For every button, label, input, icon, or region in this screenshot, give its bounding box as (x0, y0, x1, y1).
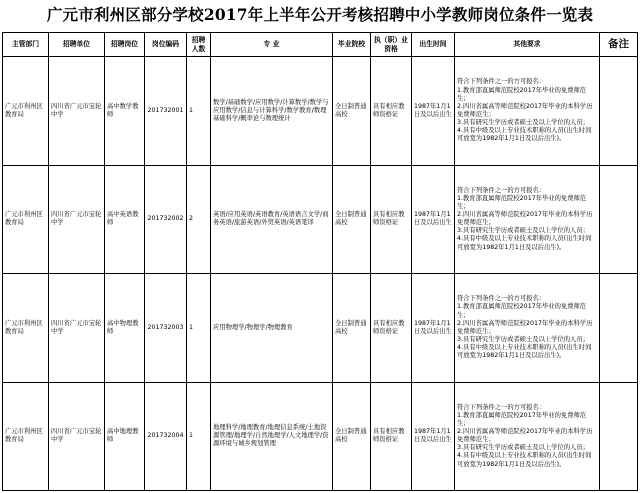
header-qualification: 执（职）业资格 (371, 33, 412, 57)
header-count: 招聘人数 (187, 33, 211, 57)
cell-major: 地理科学/地理教育/地理信息系统/土地资源管理/地理学/自然地理学/人文地理学/资源环境与城乡规划管理 (211, 382, 333, 491)
cell-code: 201732004 (145, 382, 187, 491)
table-row (3, 165, 638, 273)
requirement-line: 符合下列条件之一的方可报名： (457, 78, 546, 86)
header-birth: 出生时间 (412, 33, 455, 57)
requirement-line: 3.具有研究生学历或者硕士及以上学位的人员； (457, 444, 589, 452)
cell-requirements (455, 382, 600, 491)
cell-count: 1 (187, 382, 211, 491)
cell-qualification: 具有相应教师资格证 (371, 382, 412, 491)
header-unit: 招聘单位 (49, 33, 105, 57)
cell-unit: 四川省广元市宝轮中学 (49, 274, 105, 382)
cell-post: 高中物理教师 (105, 274, 145, 382)
requirement-line: 2.四川省属高等师范院校2017年毕业的本科学历免费师范生； (457, 428, 593, 444)
cell-remark (600, 382, 638, 491)
requirement-line: 符合下列条件之一的方可报名： (457, 186, 546, 194)
cell-remark (600, 274, 638, 382)
table-row (3, 57, 638, 165)
cell-requirements (455, 57, 600, 165)
cell-post: 高中数学教师 (105, 57, 145, 165)
cell-unit: 四川省广元市宝轮中学 (49, 57, 105, 165)
cell-code: 201732001 (145, 57, 187, 165)
cell-birth: 1987年1月1日及以后出生 (412, 274, 455, 382)
requirement-line: 3.具有研究生学历或者硕士及以上学位的人员； (457, 335, 589, 343)
recruitment-table (2, 32, 638, 491)
header-post: 招聘岗位 (105, 33, 145, 57)
header-school: 毕业院校 (333, 33, 371, 57)
table-header-row (3, 33, 638, 57)
table-row (3, 382, 638, 491)
requirement-line: 2.四川省属高等师范院校2017年毕业的本科学历免费师范生； (457, 211, 593, 227)
cell-birth: 1987年1月1日及以后出生 (412, 57, 455, 165)
cell-post: 高中地理教师 (105, 382, 145, 491)
cell-code: 201732002 (145, 165, 187, 273)
requirement-line: 2.四川省属高等师范院校2017年毕业的本科学历免费师范生； (457, 102, 593, 118)
page-title: 广元市利州区部分学校2017年上半年公开考核招聘中小学教师岗位条件一览表 (46, 5, 594, 24)
cell-count: 2 (187, 165, 211, 273)
cell-remark (600, 57, 638, 165)
cell-code: 201732003 (145, 274, 187, 382)
cell-requirements (455, 165, 600, 273)
cell-post: 高中英语教师 (105, 165, 145, 273)
cell-qualification: 具有相应教师资格证 (371, 274, 412, 382)
cell-unit: 四川省广元市宝轮中学 (49, 165, 105, 273)
cell-unit: 四川省广元市宝轮中学 (49, 382, 105, 491)
requirement-line: 符合下列条件之一的方可报名： (457, 295, 546, 303)
cell-school: 全日制普通高校 (333, 165, 371, 273)
header-requirements: 其他要求 (455, 33, 600, 57)
requirement-line: 4.具有中级及以上专业技术职称的人员(出生时间可放宽为1982年1月1日及以后出生)。 (457, 235, 592, 251)
header-dept: 主管部门 (3, 33, 49, 57)
cell-dept: 广元市利州区教育局 (3, 274, 49, 382)
cell-dept: 广元市利州区教育局 (3, 57, 49, 165)
cell-major: 英语/应用英语/英语教育/英语语言文学/商务英语/旅游英语/外贸英语/英语笔译 (211, 165, 333, 273)
cell-school: 全日制普通高校 (333, 382, 371, 491)
requirement-line: 1.教育部直属师范院校2017年毕业的免费师范生； (457, 195, 587, 211)
header-remark: 备注 (600, 33, 638, 57)
cell-dept: 广元市利州区教育局 (3, 165, 49, 273)
requirement-line: 符合下列条件之一的方可报名： (457, 403, 546, 411)
cell-school: 全日制普通高校 (333, 274, 371, 382)
cell-count: 1 (187, 57, 211, 165)
cell-birth: 1987年1月1日及以后出生 (412, 382, 455, 491)
cell-birth: 1987年1月1日及以后出生 (412, 165, 455, 273)
cell-qualification: 具有相应教师资格证 (371, 57, 412, 165)
cell-major: 数学/基础数学/应用数学/计算数学/数学与应用数学/信息与计算科学/数学教育/数理基础科学/概率论与数理统计 (211, 57, 333, 165)
requirement-line: 2.四川省属高等师范院校2017年毕业的本科学历免费师范生； (457, 319, 593, 335)
requirement-line: 1.教育部直属师范院校2017年毕业的免费师范生； (457, 303, 587, 319)
cell-qualification: 具有相应教师资格证 (371, 165, 412, 273)
cell-school: 全日制普通高校 (333, 57, 371, 165)
cell-count: 1 (187, 274, 211, 382)
cell-major: 应用物理学/物理学/物理教育 (211, 274, 333, 382)
requirement-line: 1.教育部直属师范院校2017年毕业的免费师范生； (457, 411, 587, 428)
requirement-line: 1.教育部直属师范院校2017年毕业的免费师范生； (457, 86, 587, 102)
cell-remark (600, 165, 638, 273)
requirement-line: 4.具有中级及以上专业技术职称的人员(出生时间可放宽为1982年1月1日及以后出生)。 (457, 343, 592, 360)
cell-dept: 广元市利州区教育局 (3, 382, 49, 491)
header-code: 岗位编码 (145, 33, 187, 57)
requirement-line: 3.具有研究生学历或者硕士及以上学位的人员； (457, 118, 589, 126)
header-major: 专 业 (211, 33, 333, 57)
requirement-line: 4.具有中级及以上专业技术职称的人员(出生时间可放宽为1982年1月1日及以后出生)。 (457, 452, 592, 468)
cell-requirements (455, 274, 600, 382)
requirement-line: 4.具有中级及以上专业技术职称的人员(出生时间可放宽为1982年1月1日及以后出生)。 (457, 127, 592, 143)
table-row (3, 274, 638, 382)
requirement-line: 3.具有研究生学历或者硕士及以上学位的人员； (457, 227, 589, 235)
